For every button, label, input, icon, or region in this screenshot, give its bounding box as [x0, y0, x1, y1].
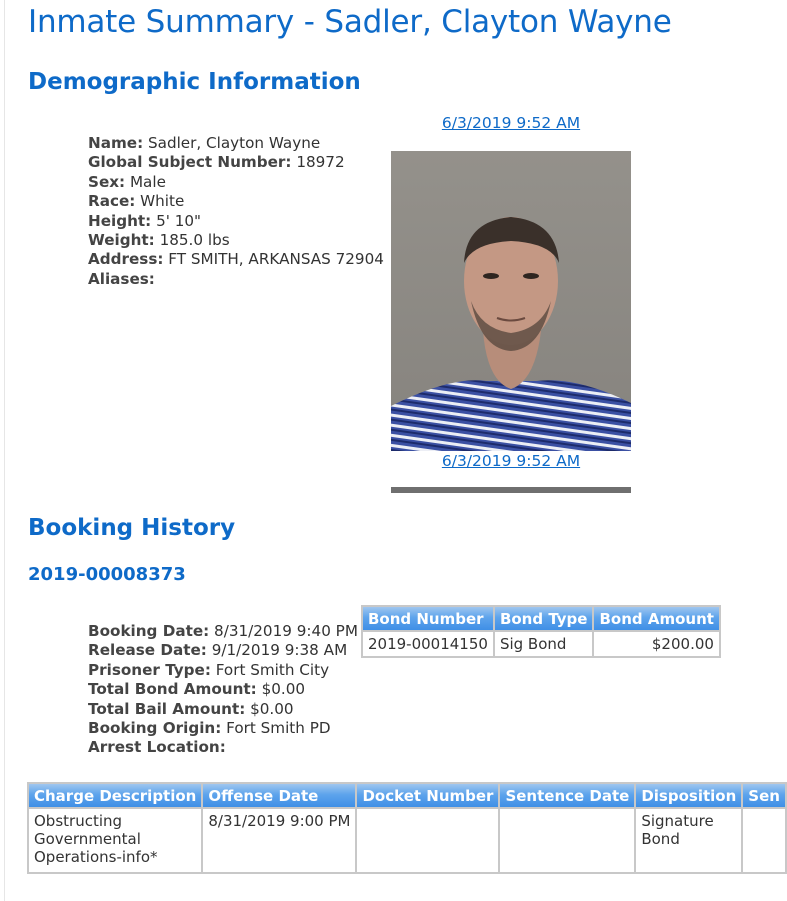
bond-amount-column-header[interactable]: Bond Amount: [594, 607, 718, 630]
name-value: Sadler, Clayton Wayne: [148, 134, 321, 152]
bond-type-column-header[interactable]: Bond Type: [495, 607, 593, 630]
height-value: 5' 10": [156, 211, 202, 230]
bond-amount-cell: $200.00: [594, 632, 718, 656]
total-bond-amount-value: $0.00: [261, 680, 306, 699]
field-label: Total Bond Amount:: [88, 680, 257, 699]
prisoner-type-value: Fort Smith City: [215, 660, 330, 679]
field-label: Aliases:: [88, 269, 155, 288]
field-label: Total Bail Amount:: [88, 699, 246, 718]
disposition-column-header[interactable]: Disposition: [636, 784, 741, 807]
bond-table-header-row: [363, 607, 719, 630]
race-value: White: [140, 192, 185, 211]
inmate-photo-illustration: [391, 151, 631, 451]
sentence-cell: [743, 809, 785, 872]
sentence-column-header[interactable]: Sen: [743, 784, 785, 807]
info-row-address: [88, 250, 384, 269]
info-row-name: [88, 134, 384, 153]
info-row-total-bail-amount: [88, 700, 358, 719]
info-row-height: [88, 212, 384, 231]
sentence-date-column-header[interactable]: Sentence Date: [500, 784, 634, 807]
info-row-release-date: [88, 641, 358, 660]
booking-info-list: [88, 622, 358, 758]
address-value: FT SMITH, ARKANSAS 72904: [168, 250, 384, 269]
booking-origin-value: Fort Smith PD: [226, 719, 331, 738]
info-row-sex: [88, 173, 384, 192]
booking-date-value: 8/31/2019 9:40 PM: [214, 622, 358, 640]
page-title: Inmate Summary - Sadler, Clayton Wayne: [28, 4, 672, 40]
bond-table: [361, 605, 721, 658]
weight-value: 185.0 lbs: [159, 231, 230, 250]
bond-table-row: [363, 632, 719, 656]
release-date-value: 9/1/2019 9:38 AM: [211, 641, 348, 660]
info-row-arrest-location: [88, 738, 358, 757]
inmate-photo[interactable]: [391, 151, 631, 451]
charge-table-row: [29, 809, 785, 872]
field-label: Name:: [88, 134, 144, 152]
field-label: Race:: [88, 192, 136, 211]
field-label: Global Subject Number:: [88, 153, 292, 172]
total-bail-amount-value: $0.00: [250, 699, 294, 718]
field-label: Height:: [88, 211, 152, 230]
photo-date-link-top[interactable]: 6/3/2019 9:52 AM: [441, 114, 581, 132]
field-label: Prisoner Type:: [88, 660, 211, 679]
docket-number-column-header[interactable]: Docket Number: [357, 784, 498, 807]
sentence-date-cell: [500, 809, 634, 872]
field-label: Weight:: [88, 231, 155, 250]
field-label: Arrest Location:: [88, 738, 226, 757]
charge-description-line: Governmental: [34, 830, 141, 848]
info-row-global-subject-number: [88, 153, 384, 172]
disposition-cell: [636, 809, 741, 872]
global-subject-number-value: 18972: [296, 153, 345, 172]
demographic-info-list: [88, 134, 384, 289]
booking-number: 2019-00008373: [28, 564, 186, 585]
field-label: Release Date:: [88, 641, 207, 660]
charge-description-line: Obstructing: [34, 812, 123, 830]
info-row-aliases: [88, 270, 384, 289]
demographic-heading: Demographic Information: [28, 69, 361, 95]
offense-date-cell: 8/31/2019 9:00 PM: [203, 809, 355, 872]
bond-number-cell: 2019-00014150: [363, 632, 493, 656]
info-row-race: [88, 192, 384, 211]
bond-type-cell: Sig Bond: [495, 632, 593, 656]
photo-scrollbar[interactable]: [391, 487, 631, 493]
charge-description-column-header[interactable]: Charge Description: [29, 784, 201, 807]
disposition-line: Signature: [641, 812, 714, 830]
charge-description-line: Operations-info*: [34, 848, 158, 866]
field-label: Sex:: [88, 172, 126, 191]
field-label: Booking Date:: [88, 622, 210, 640]
charge-table: [27, 782, 787, 874]
field-label: Booking Origin:: [88, 719, 222, 738]
photo-date-link-bottom[interactable]: 6/3/2019 9:52 AM: [441, 452, 581, 470]
booking-history-heading: Booking History: [28, 515, 236, 541]
info-row-weight: [88, 231, 384, 250]
charge-description-cell: [29, 809, 201, 872]
page-left-border: [4, 0, 5, 901]
sex-value: Male: [129, 172, 166, 191]
info-row-booking-date: [88, 622, 358, 641]
docket-number-cell: [357, 809, 498, 872]
info-row-total-bond-amount: [88, 680, 358, 699]
info-row-prisoner-type: [88, 661, 358, 680]
offense-date-column-header[interactable]: Offense Date: [203, 784, 355, 807]
info-row-booking-origin: [88, 719, 358, 738]
disposition-line: Bond: [641, 830, 680, 848]
charge-table-header-row: [29, 784, 785, 807]
field-label: Address:: [88, 250, 164, 269]
bond-number-column-header[interactable]: Bond Number: [363, 607, 493, 630]
